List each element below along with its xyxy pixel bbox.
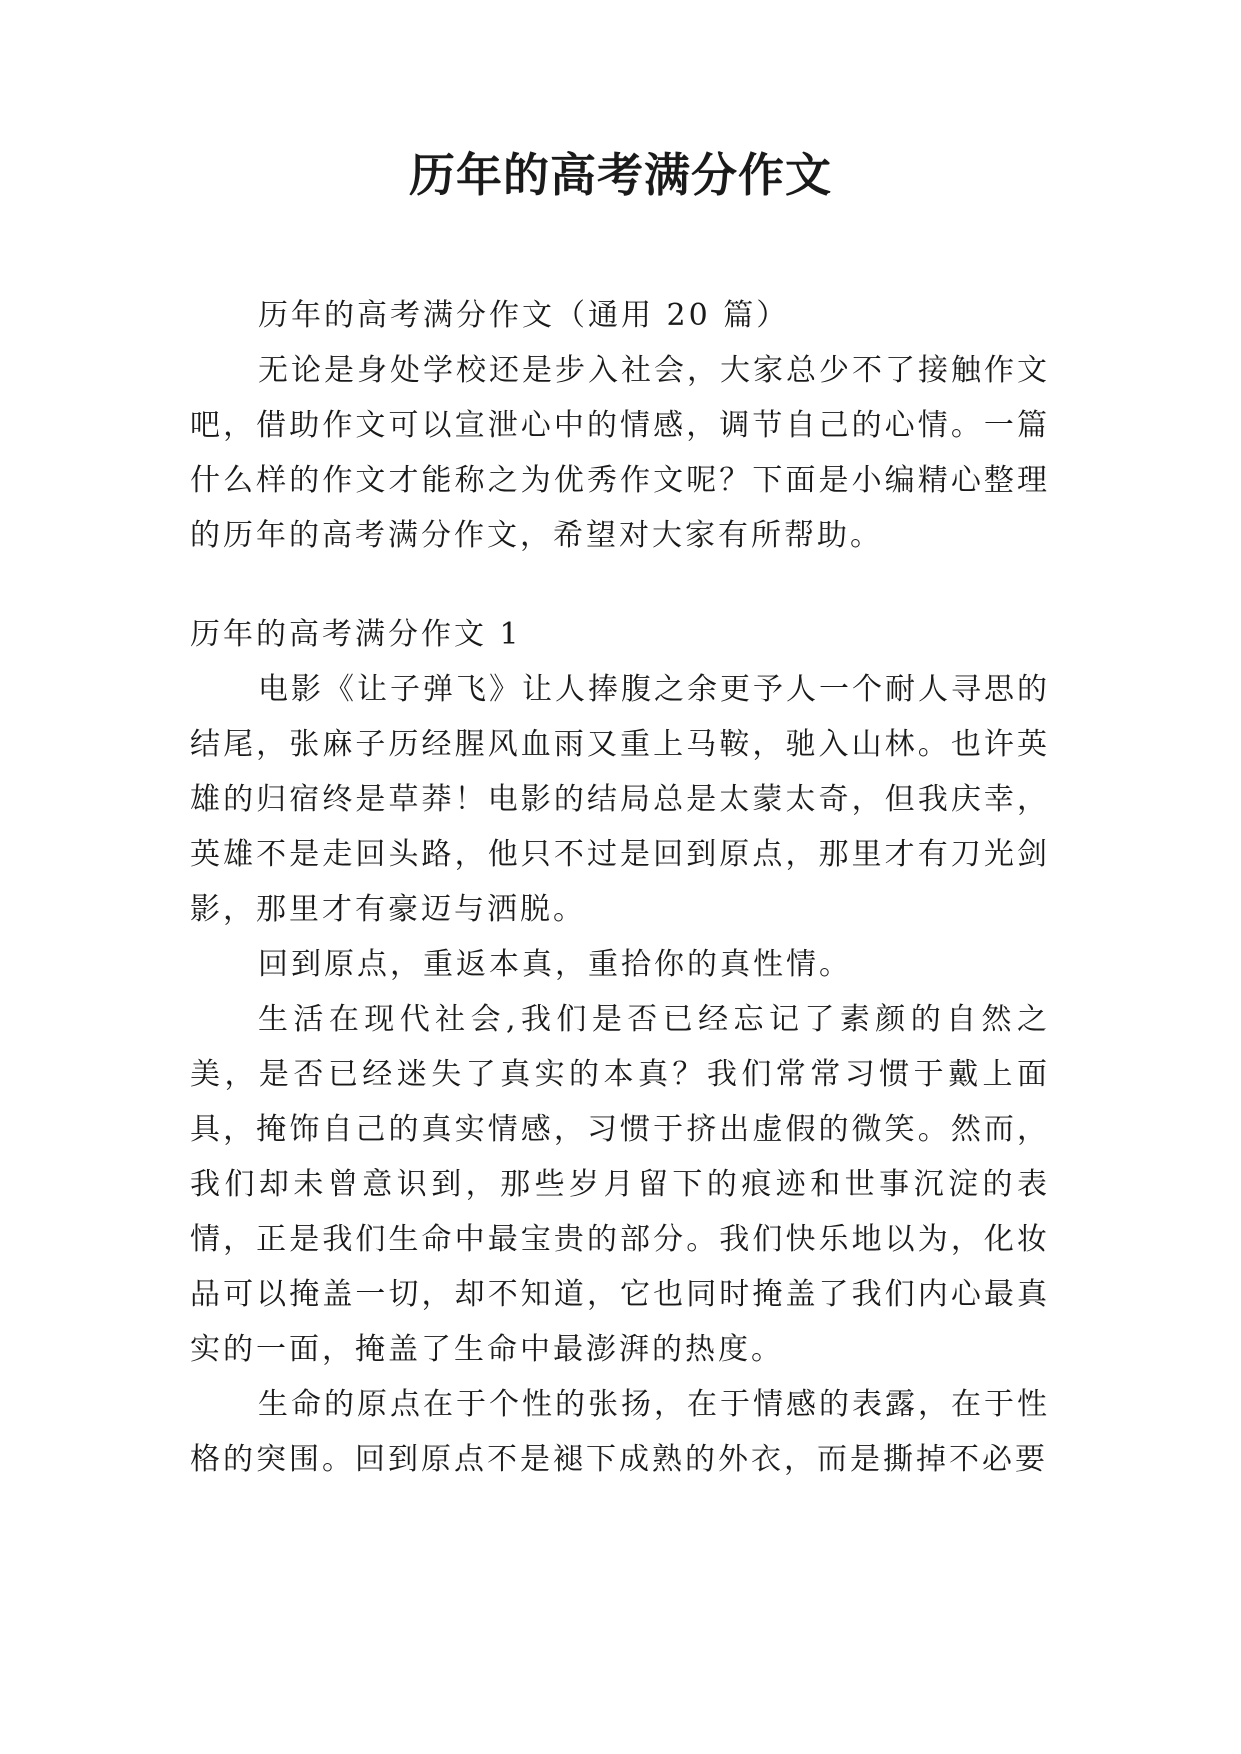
essay-paragraph: 生命的原点在于个性的张扬，在于情感的表露，在于性格的突围。回到原点不是褪下成熟的外衣，而是撕掉不必要 xyxy=(190,1387,1050,1477)
document-title: 历年的高考满分作文 xyxy=(409,148,832,202)
essay-paragraph: 回到原点，重返本真，重拾你的真性情。 xyxy=(258,947,852,982)
document-subtitle: 历年的高考满分作文（通用 20 篇） xyxy=(258,298,790,333)
essay-paragraph: 生活在现代社会,我们是否已经忘记了素颜的自然之美，是否已经迷失了真实的本真？我们常常习惯于戴上面具，掩饰自己的真实情感，习惯于挤出虚假的微笑。然而，我们却未曾意识到，那些岁月留下的痕迹和世事沉淀的表情，正是我们生命中最宝贵的部分。我们快乐地以为，化妆品可以掩盖一切，却不知道，它也同时掩盖了我们内心最真实的一面，掩盖了生命中最澎湃的热度。 xyxy=(190,1002,1050,1367)
essay-paragraph: 电影《让子弹飞》让人捧腹之余更予人一个耐人寻思的结尾，张麻子历经腥风血雨又重上马鞍，驰入山林。也许英雄的归宿终是草莽！电影的结局总是太蒙太奇，但我庆幸，英雄不是走回头路，他只不过是回到原点，那里才有刀光剑影，那里才有豪迈与洒脱。 xyxy=(190,672,1050,927)
section-spacer xyxy=(190,563,1050,607)
section-heading: 历年的高考满分作文 1 xyxy=(190,617,522,652)
intro-paragraph: 无论是身处学校还是步入社会，大家总少不了接触作文吧，借助作文可以宣泄心中的情感，调节自己的心情。一篇什么样的作文才能称之为优秀作文呢？下面是小编精心整理的历年的高考满分作文，希望对大家有所帮助。 xyxy=(190,353,1050,553)
document-body xyxy=(190,288,1050,1487)
